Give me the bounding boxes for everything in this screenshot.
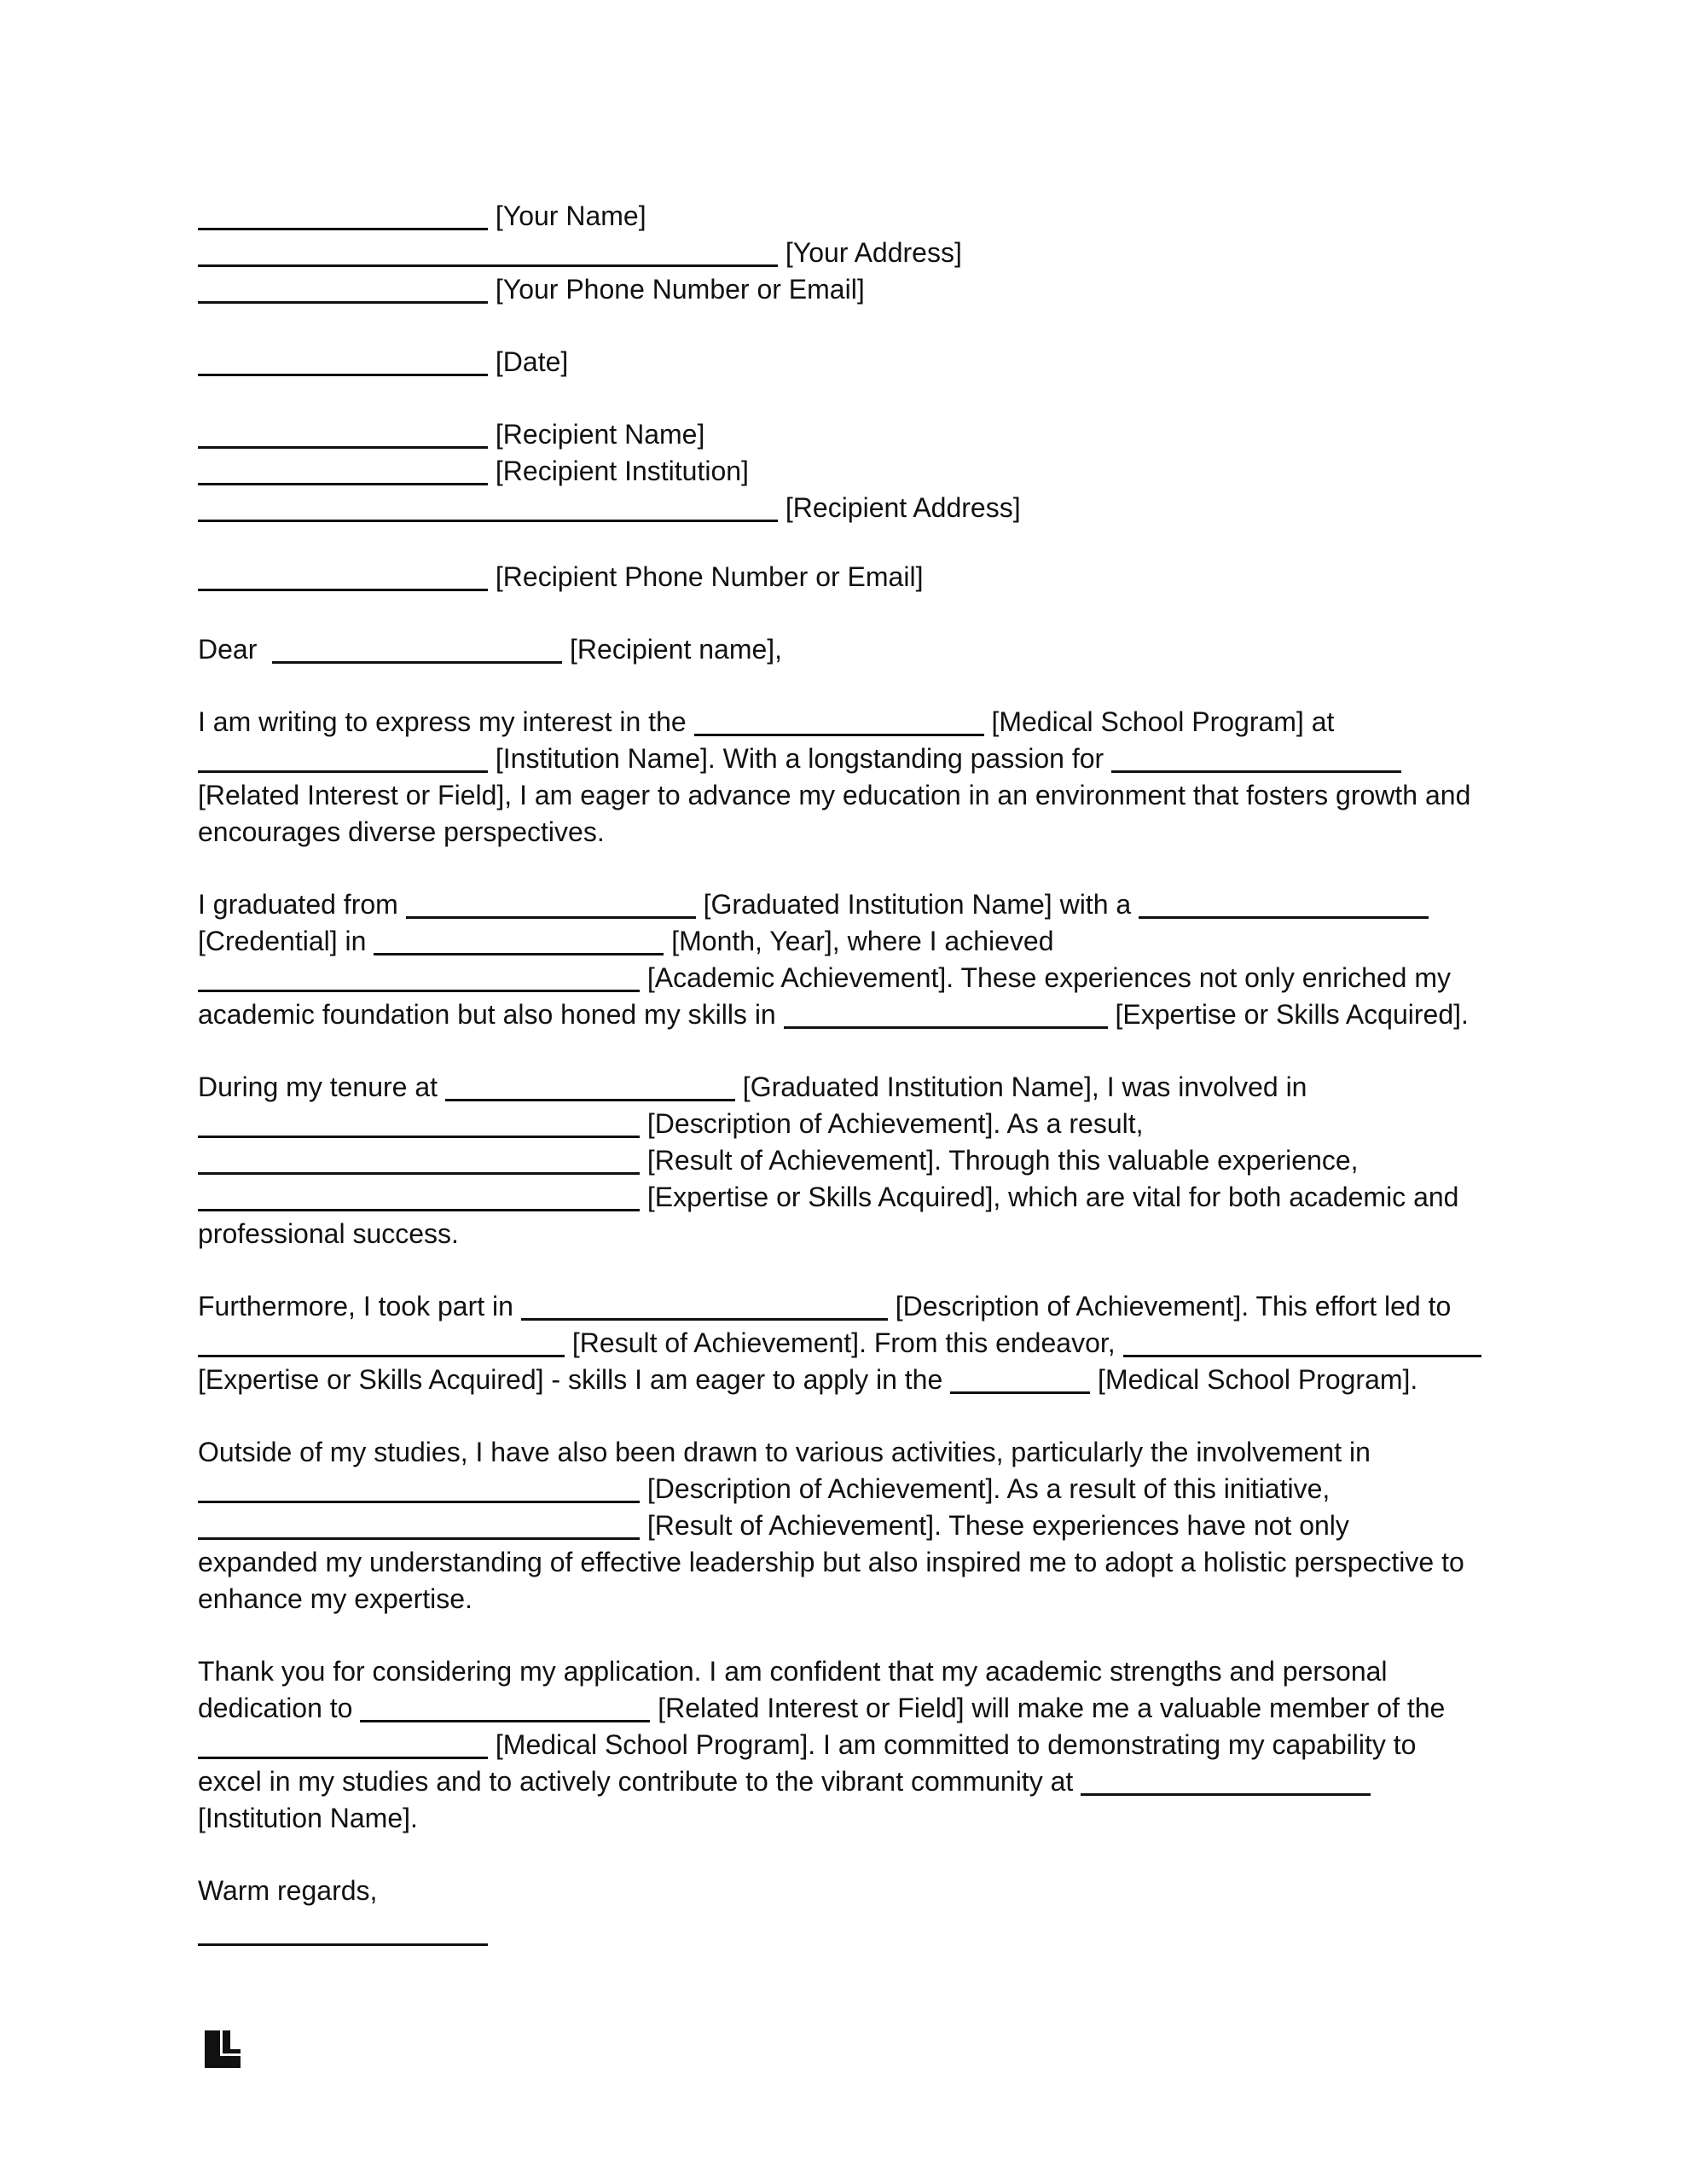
sender-name-line: [198, 198, 1503, 235]
text: [Institution Name].: [198, 1803, 418, 1833]
text: Thank you for considering my application. I am confident that my academic strengths and personal: [198, 1656, 1388, 1687]
sender-address-label: [Your Address]: [785, 237, 962, 268]
recipient-name-label: [Recipient Name]: [495, 419, 705, 450]
paragraph-tenure: [198, 1069, 1503, 1252]
recipient-contact-label: [Recipient Phone Number or Email]: [495, 561, 924, 592]
letter-body: [198, 198, 1503, 1946]
date-line: [198, 344, 1503, 380]
text: [Description of Achievement]. As a result of this initiative,: [646, 1473, 1330, 1504]
text: [Related Interest or Field], I am eager to advance my education in an environment that fosters growth and: [198, 780, 1471, 810]
recipient-address-label: [Recipient Address]: [785, 492, 1021, 523]
text: enhance my expertise.: [198, 1583, 472, 1614]
blank-field[interactable]: [445, 1073, 735, 1101]
paragraph-activities: [198, 1434, 1503, 1618]
text: [Expertise or Skills Acquired], which are vital for both academic and: [646, 1182, 1459, 1212]
blank-field[interactable]: [198, 1731, 488, 1759]
sender-name-label: [Your Name]: [495, 200, 646, 231]
salutation-dear: Dear: [198, 634, 258, 665]
signature-line[interactable]: [198, 1918, 488, 1946]
text: I graduated from: [198, 889, 398, 920]
text: encourages diverse perspectives.: [198, 816, 605, 847]
blank-field[interactable]: [198, 1147, 640, 1175]
legal-templates-logo-icon: [201, 2029, 244, 2070]
blank-field[interactable]: [406, 891, 696, 919]
blank-field[interactable]: [1111, 745, 1401, 773]
blank-field[interactable]: [784, 1001, 1108, 1029]
recipient-institution-label: [Recipient Institution]: [495, 456, 749, 486]
text: dedication to: [198, 1693, 353, 1723]
text: academic foundation but also honed my skills in: [198, 999, 776, 1030]
closing: Warm regards,: [198, 1875, 378, 1906]
paragraph-furthermore: [198, 1288, 1503, 1398]
blank-field[interactable]: [360, 1694, 650, 1722]
text: [Result of Achievement]. From this endeavor,: [571, 1327, 1116, 1358]
text: [Graduated Institution Name], I was involved in: [742, 1072, 1307, 1102]
sender-contact-line: [198, 271, 1503, 308]
blank-field[interactable]: [198, 745, 488, 773]
blank-field[interactable]: [198, 1183, 640, 1211]
text: [Description of Achievement]. This effort led to: [895, 1291, 1452, 1321]
text: professional success.: [198, 1218, 459, 1249]
blank-field[interactable]: [521, 1292, 888, 1321]
blank-field[interactable]: [374, 927, 664, 956]
blank-field[interactable]: [198, 1475, 640, 1503]
text: Furthermore, I took part in: [198, 1291, 513, 1321]
text: Outside of my studies, I have also been drawn to various activities, particularly the involvement in: [198, 1437, 1371, 1467]
text: [Description of Achievement]. As a result,: [646, 1108, 1144, 1139]
salutation-name: [Recipient name],: [570, 634, 783, 665]
text: [Expertise or Skills Acquired].: [1115, 999, 1469, 1030]
text: [Medical School Program].: [1098, 1364, 1418, 1395]
blank-field[interactable]: [1081, 1768, 1371, 1796]
recipient-address-line: [198, 490, 1503, 526]
blank-field[interactable]: [198, 348, 488, 376]
blank-field[interactable]: [1139, 891, 1429, 919]
date-label: [Date]: [495, 346, 569, 377]
text: excel in my studies and to actively contribute to the vibrant community at: [198, 1766, 1074, 1797]
text: [Credential] in: [198, 926, 367, 956]
blank-field[interactable]: [198, 964, 640, 992]
blank-field[interactable]: [272, 636, 562, 664]
blank-field[interactable]: [198, 563, 488, 591]
sender-contact-label: [Your Phone Number or Email]: [495, 274, 865, 305]
text: [Month, Year], where I achieved: [671, 926, 1054, 956]
blank-field[interactable]: [950, 1366, 1090, 1394]
blank-field[interactable]: [198, 1512, 640, 1540]
text: [Result of Achievement]. Through this valuable experience,: [646, 1145, 1359, 1176]
text: [Graduated Institution Name] with a: [703, 889, 1132, 920]
blank-field[interactable]: [198, 1329, 565, 1357]
text: expanded my understanding of effective leadership but also inspired me to adopt a holistic perspective to: [198, 1547, 1464, 1577]
blank-field[interactable]: [1123, 1329, 1481, 1357]
recipient-name-line: [198, 416, 1503, 453]
blank-field[interactable]: [198, 457, 488, 485]
blank-field[interactable]: [694, 708, 984, 736]
text: During my tenure at: [198, 1072, 438, 1102]
paragraph-thanks: [198, 1653, 1503, 1837]
blank-field[interactable]: [198, 239, 778, 267]
recipient-institution-line: [198, 453, 1503, 490]
salutation: [198, 631, 1503, 668]
text: [Expertise or Skills Acquired] - skills I am eager to apply in the: [198, 1364, 943, 1395]
blank-field[interactable]: [198, 202, 488, 230]
text: [Academic Achievement]. These experiences not only enriched my: [646, 962, 1452, 993]
blank-field[interactable]: [198, 421, 488, 449]
text: [Medical School Program] at: [991, 706, 1335, 737]
blank-field[interactable]: [198, 1110, 640, 1138]
text: [Result of Achievement]. These experiences have not only: [646, 1510, 1349, 1541]
text: I am writing to express my interest in the: [198, 706, 687, 737]
sender-address-line: [198, 235, 1503, 271]
text: [Institution Name]. With a longstanding passion for: [495, 743, 1104, 774]
blank-field[interactable]: [198, 276, 488, 304]
recipient-contact-line: [198, 559, 1503, 595]
text: [Medical School Program]. I am committed to demonstrating my capability to: [495, 1729, 1417, 1760]
blank-field[interactable]: [198, 494, 778, 522]
text: [Related Interest or Field] will make me a valuable member of the: [658, 1693, 1446, 1723]
paragraph-education: [198, 886, 1503, 1033]
paragraph-interest: [198, 704, 1503, 851]
